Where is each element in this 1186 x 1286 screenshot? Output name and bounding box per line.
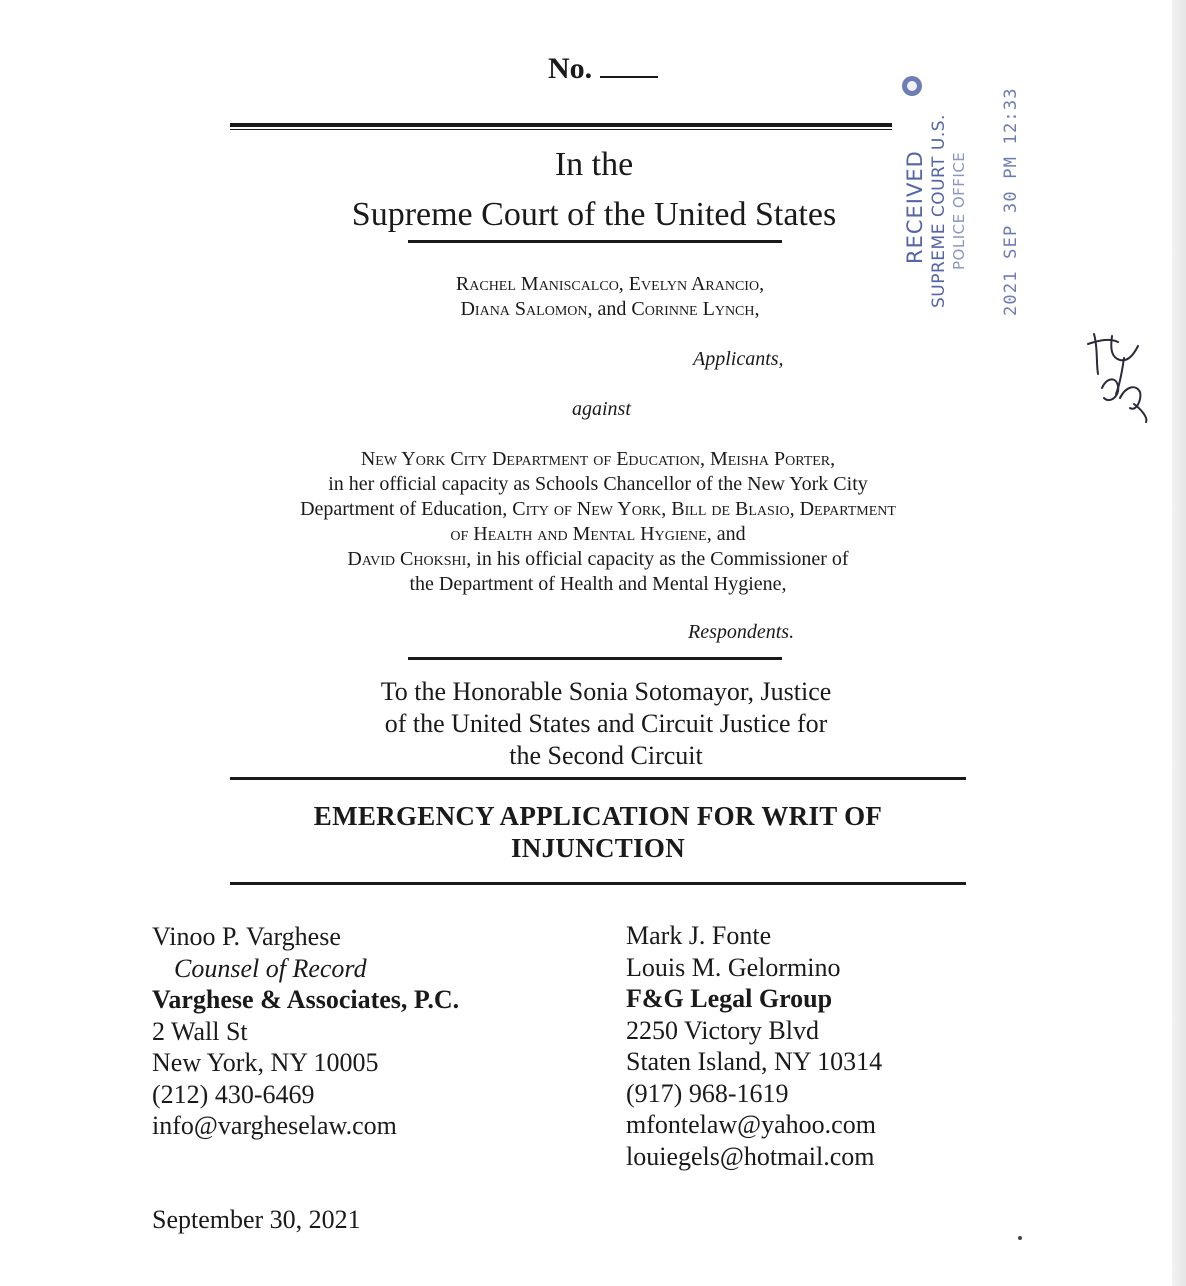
respondents-line-4-sc: of Health and Mental Hygiene, bbox=[450, 523, 712, 545]
addressee-block bbox=[300, 676, 912, 772]
top-double-rule-thin bbox=[230, 129, 892, 130]
stamp-line-3: POLICE OFFICE bbox=[950, 151, 968, 270]
applicants-and: and bbox=[597, 298, 627, 320]
respondents-line-3-sc: City of New York, Bill de Blasio, Department bbox=[512, 498, 896, 520]
counsel-left-firm: Varghese & Associates, P.C. bbox=[152, 985, 460, 1014]
docket-number bbox=[548, 52, 658, 86]
applicants-names bbox=[330, 272, 890, 322]
respondents-line-4-and: and bbox=[716, 523, 746, 545]
court-line-in-the: In the bbox=[554, 146, 634, 183]
counsel-right-email-1: mfontelaw@yahoo.com bbox=[626, 1110, 876, 1139]
counsel-right-street: 2250 Victory Blvd bbox=[626, 1015, 819, 1045]
counsel-left-email: info@vargheselaw.com bbox=[152, 1111, 397, 1140]
date-stamp bbox=[990, 86, 1026, 318]
document-title-line-1: EMERGENCY APPLICATION FOR WRIT OF bbox=[313, 801, 883, 831]
respondents-underline bbox=[408, 657, 782, 660]
respondents-line-1: New York City Department of Education, Meisha Porter, bbox=[360, 448, 836, 470]
addressee-line-2: of the United States and Circuit Justice for bbox=[384, 709, 828, 738]
respondents-line-3-plain: Department of Education, bbox=[300, 498, 508, 520]
stamp-date-text: 2021 SEP 30 PM 12:33 bbox=[1001, 87, 1021, 316]
respondents-line-6: the Department of Health and Mental Hygiene, bbox=[409, 573, 787, 595]
title-bottom-rule bbox=[230, 882, 966, 885]
counsel-left-city: New York, NY 10005 bbox=[152, 1048, 379, 1077]
received-stamp bbox=[898, 72, 970, 312]
filing-date: September 30, 2021 bbox=[152, 1205, 361, 1234]
respondents-role-label: Respondents. bbox=[688, 621, 795, 643]
respondents-line-2: in her official capacity as Schools Chancellor of the New York City bbox=[328, 473, 868, 495]
counsel-left-phone: (212) 430-6469 bbox=[152, 1079, 315, 1109]
applicant-diana-salomon: Diana Salomon, bbox=[460, 298, 593, 320]
docket-label: No. bbox=[548, 52, 593, 85]
document-title bbox=[230, 800, 966, 864]
scan-speck bbox=[1018, 1236, 1022, 1240]
counsel-left-street: 2 Wall St bbox=[152, 1016, 248, 1046]
document-title-line-2: INJUNCTION bbox=[510, 833, 686, 863]
stamp-line-1: RECEIVED bbox=[903, 150, 927, 264]
handwritten-initials-icon bbox=[1076, 328, 1156, 424]
counsel-right-name-1: Mark J. Fonte bbox=[626, 921, 772, 950]
title-top-rule bbox=[230, 777, 966, 780]
counsel-right-block bbox=[626, 920, 882, 1172]
page-edge bbox=[1172, 0, 1186, 1286]
docket-blank-line bbox=[600, 54, 658, 78]
counsel-left-block bbox=[152, 921, 459, 1142]
court-caption bbox=[300, 140, 888, 240]
against-label: against bbox=[572, 398, 631, 420]
stamp-line-2: SUPREME COURT U.S. bbox=[929, 114, 949, 308]
counsel-right-phone: (917) 968-1619 bbox=[626, 1078, 789, 1108]
counsel-right-email-2: louiegels@hotmail.com bbox=[626, 1141, 875, 1171]
counsel-left-name: Vinoo P. Varghese bbox=[152, 922, 341, 951]
counsel-right-city: Staten Island, NY 10314 bbox=[626, 1047, 883, 1076]
addressee-line-1: To the Honorable Sonia Sotomayor, Justice bbox=[380, 677, 832, 706]
applicants-line-1: Rachel Maniscalco, Evelyn Arancio, bbox=[455, 273, 765, 295]
addressee-line-3: the Second Circuit bbox=[509, 741, 703, 770]
counsel-right-name-2: Louis M. Gelormino bbox=[626, 952, 841, 982]
applicant-corinne-lynch: Corinne Lynch, bbox=[631, 298, 760, 320]
respondents-names bbox=[220, 447, 976, 597]
respondents-line-5-plain: in his official capacity as the Commissioner of bbox=[476, 548, 849, 570]
counsel-right-firm: F&G Legal Group bbox=[626, 984, 833, 1013]
applicants-role-label: Applicants, bbox=[693, 348, 784, 370]
top-double-rule-thick bbox=[230, 123, 892, 127]
seal-icon bbox=[902, 76, 922, 96]
counsel-left-role: Counsel of Record bbox=[174, 953, 367, 983]
respondents-line-5-sc: David Chokshi, bbox=[347, 548, 472, 570]
court-underline bbox=[408, 240, 782, 243]
court-name: Supreme Court of the United States bbox=[351, 196, 837, 233]
